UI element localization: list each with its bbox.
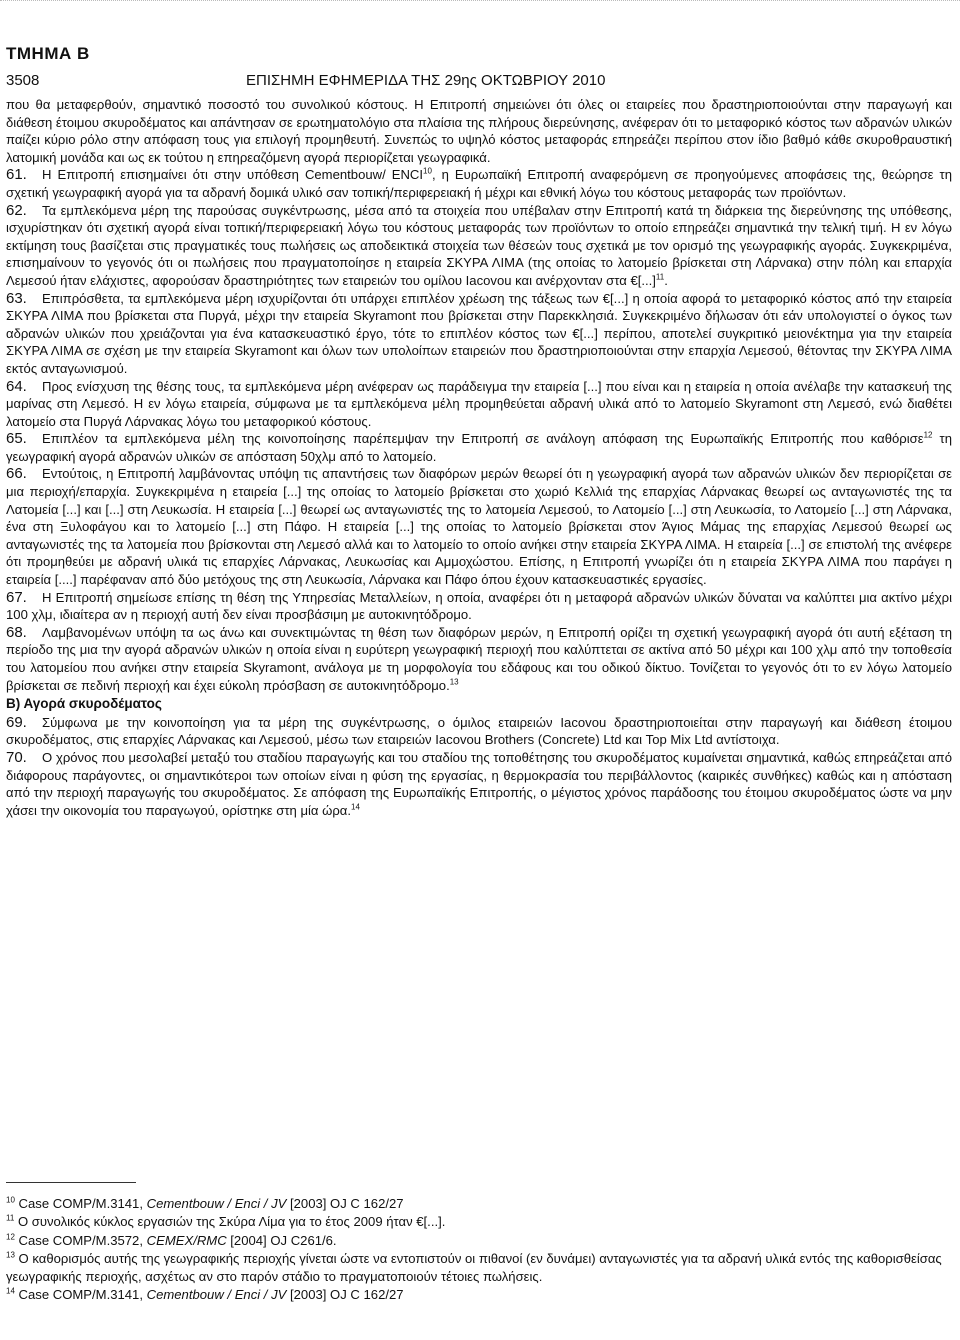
paragraph: [6, 378, 952, 431]
paragraph: [6, 166, 952, 201]
paragraph-number: 67.: [6, 588, 27, 606]
footnote-case-name: Cementbouw / Enci / JV: [146, 1287, 287, 1303]
paragraph: [6, 749, 952, 819]
footnote-rule: [6, 1182, 136, 1183]
footnote-number: 12: [6, 1232, 15, 1242]
footnote-number: 13: [6, 1250, 15, 1260]
footnote-case-name: CEMEX/RMC: [146, 1232, 227, 1248]
footnote-ref: 13: [449, 677, 459, 687]
section-label: ΤΜΗΜΑ Β: [6, 44, 90, 63]
footnotes: [6, 1182, 952, 1305]
footnote-ref: 10: [423, 167, 432, 177]
paragraph-text: Προς ενίσχυση της θέσης τους, τα εμπλεκόμενα μέρη ανέφεραν ως παράδειγμα την εταιρεία [...] που είναι και η εταιρεία η οποία ανέλαβε την κατασκευή της μαρίνας στη Λεμεσό. Η εν λόγω εταιρεία, σύμφωνα με τα εμπλεκόμενα μέλη προμηθεύεται αδρανή υλικά από το λατομείο Skyramont στη Λεμεσό, ενώ διαθέτει λατομείο στα Πυργά Λάρνακας λόγω του μεταφορικού κόστους.: [6, 378, 952, 429]
paragraph-text-tail: , η Ευρωπαϊκή Επιτροπή αναφερόμενη σε προηγούμενες αποφάσεις της, θεώρησε τη σχετική γεωγραφική αγορά για τα αδρανή δομικά υλικό σαν τοπική/περιφερειακή ή μέχρι και εθνική λόγω του κόστους μεταφοράς των προϊόντων.: [6, 167, 952, 200]
paragraphs-group-b: [6, 714, 952, 820]
footnote-text: Case COMP/M.3141,: [14, 1287, 147, 1303]
paragraph: [6, 290, 952, 378]
footnote-text: Case COMP/M.3141,: [14, 1196, 147, 1211]
footnote-citation: [2003] OJ C 162/27: [286, 1196, 404, 1211]
footnote: [6, 1286, 952, 1304]
paragraph-text: Εντούτοις, η Επιτροπή λαμβάνοντας υπόψη τις απαντήσεις των διαφόρων μερών θεωρεί ότι η γεωγραφική αγορά των αδρανών υλικών δεν περιορίζεται σε μια περιοχή/επαρχία. Συγκεκριμένα η εταιρεία [...] της οποίας το λατομείο βρίσκεται στο χωριό Κελλιά της επαρχίας Λάρνακας θεωρεί ως ανταγωνιστές της τα Λατομεία [...] και [...] στη Λευκωσία. Η εταιρεία [...] θεωρεί ως ανταγωνιστές της το λατομεία Λεμεσού, το Λατομείο [...] στη Λευκωσία, το Λατομείο [...] στη Λάρνακα, ένα στη Ξυλοφάγου και το λατομείο [...] στη Πάφο. Η εταιρεία [...] της οποίας το λατομείο βρίσκεται στον Άγιος Μάμας της επαρχίας Λεμεσού θεωρεί ως ανταγωνιστές της τα λατομεία που βρίσκονται στη Λεμεσό αλλά και το λατομείο το οποίο ανήκει στην εταιρεία ΣΚΥΡΑ ΛΙΜΑ. Η εταιρεία [...] σε επιστολή της ανέφερε ότι προμηθεύει με αδρανή υλικά τις επαρχίες Λάρνακας, Λευκωσίας και Αμμοχώστου. Επίσης, η Επιτροπή γνωρίζει ότι η εταιρεία ΣΚΥΡΑ ΛΙΜΑ που παράγει η εταιρεία [....] παρέφαναν από δύο μετόχους της στη Λευκωσία, Λάρνακα και Πάφο όπου έχουν κατασκευαστικές εργασίες.: [6, 466, 952, 588]
paragraph-number: 65.: [6, 430, 27, 448]
subheading: Β) Αγορά σκυροδέματος: [6, 696, 162, 712]
paragraph: [6, 465, 952, 588]
paragraph-text-tail: .: [664, 272, 668, 288]
paragraph: [6, 589, 952, 624]
paragraph-text: Επιπρόσθετα, τα εμπλεκόμενα μέρη ισχυρίζονται ότι υπάρχει επιπλέον χρέωση της τάξεως των €[...] η οποία αφορά το μεταφορικό κόστος από την εταιρεία ΣΚΥΡΑ ΛΙΜΑ που βρίσκεται στα Πυργά, μέχρι την εταιρεία Skyramont που βρίσκεται στην Παρεκκλησιά. Συγκεκριμένο δήλωσαν ότι εάν υπολογιστεί ο όγκος των αδρανών υλικών που χρειάζονται για ένα κατασκευαστικό έργο, τότε το επιπλέον κόστος των €[...] περίπου, αποτελεί συγκριτικό μειονέκτημα για την εταιρεία ΣΚΥΡΑ ΛΙΜΑ σε σχέση με την εταιρεία Skyramont και όλων των υπολοίπων εταιρειών που δραστηριοποιούνται στην επαρχία Λεμεσού, θέτοντας την ΣΚΥΡΑ ΛΙΜΑ εκτός ανταγωνισμού.: [6, 290, 952, 376]
paragraph: [6, 430, 952, 465]
intro-paragraph: που θα μεταφερθούν, σημαντικό ποσοστό του συνολικού κόστους. Η Επιτροπή σημειώνει ότι όλες οι εταιρείες που δραστηριοποιούνται στην παραγωγή και διάθεση έτοιμου σκυροδέματος και απάντησαν σε ερωτηματολόγιο στα πλαίσια της πλήρους διερεύνησης, ανέφεραν ότι το μεταφορικό κόστος των αδρανών υλικών παίζει κύριο ρόλο στην απόφαση τους για επιλογή προμηθευτή. Συνεπώς το υψηλό κόστος μεταφοράς επηρεάζει περίπου στον ίδιο βαθμό κάθε σκυροθραυστική λατομική μονάδα και ως εκ τούτου η επηρεαζόμενη αγορά περιορίζεται γεωγραφικά.: [6, 97, 952, 165]
footnote-text: Case COMP/M.3572,: [14, 1232, 147, 1248]
footnote-citation: [2003] OJ C 162/27: [286, 1287, 404, 1303]
paragraphs-group-a: [6, 166, 952, 694]
footnote-list: [6, 1195, 952, 1305]
footnote-ref: 12: [923, 430, 933, 440]
paragraph-number: 64.: [6, 377, 27, 395]
footnote-ref: 14: [351, 802, 360, 812]
page-number: 3508: [6, 72, 40, 89]
paragraph: [6, 714, 952, 749]
footnote-text: Ο καθορισμός αυτής της γεωγραφικής περιοχής γίνεται ώστε να εντοπιστούν οι πιθανοί (εν δυνάμει) ανταγωνιστές για τα αδρανή υλικά εντός της καθορισθείσας γεωγραφικής περιοχής, ασχέτως αν στο παρόν στάδιο το πραγματοποιούν τέτοιες πωλήσεις.: [6, 1250, 942, 1285]
paragraph-number: 68.: [6, 623, 27, 641]
paragraph-text-tail: τη γεωγραφική αγορά αδρανών υλικών σε απόσταση 50χλμ από το λατομείο.: [6, 431, 952, 464]
paragraph-text: Η Επιτροπή σημείωσε επίσης τη θέση της Υπηρεσίας Μεταλλείων, η οποία, αναφέρει ότι η μεταφορά αδρανών υλικών δύναται να καλύπτει μια ακτίνο μέχρι 100 χλμ, ιδιαίτερα αν η περιοχή αυτή δεν είναι προσβάσιμη με αυτοκινητόδρομο.: [6, 589, 952, 623]
paragraph-text: Τα εμπλεκόμενα μέρη της παρούσας συγκέντρωσης, μέσα από τα στοιχεία που υπέβαλαν στην Επιτροπή κατά τη διάρκεια της διερεύνησης της υπόθεσης, ισχυρίστηκαν ότι σχετική αγορά είναι τοπική/περιφερειακή λόγω του κόστους μεταφοράς των προϊόντων το οποίο επηρεάζει σημαντικά την τελική τιμή. Η εν λόγω εκτίμηση τους βασίζεται στις πραγματικές τους πωλήσεις ως αποδεικτικά στοιχεία των θέσεών τους σχετικά με τον ορισμό της γεωγραφικής αγοράς. Συγκεκριμένα, επισημαίνουν το γεγονός ότι οι πωλήσεις που πραγματοποίησε η εταιρεία ΣΚΥΡΑ ΛΙΜΑ (της οποίας το λατομείο βρίσκεται στη Λάρνακα) στην πόλη και επαρχία Λεμεσού ήταν ελάχιστες, αφορούσαν δραστηριότητες των εταιρειών του ομίλου Iacovou και ανέρχονταν στα €[...]: [6, 202, 952, 288]
paragraph-number: 61.: [6, 166, 27, 184]
scan-edge: [0, 0, 960, 7]
footnote-number: 10: [6, 1195, 15, 1205]
paragraph-number: 69.: [6, 713, 27, 731]
paragraph: [6, 624, 952, 694]
paragraph-text: Σύμφωνα με την κοινοποίηση για τα μέρη της συγκέντρωσης, ο όμιλος εταιρειών Iacovou δραστηριοποιείται στην παραγωγή και διάθεση έτοιμου σκυροδέματος, στις επαρχίες Λάρνακας και Λεμεσού, μέσω των εταιρειών Iacovou Brothers (Concrete) Ltd και Top Mix Ltd αντίστοιχα.: [6, 714, 952, 748]
footnote: [6, 1232, 952, 1250]
footnote: [6, 1195, 952, 1213]
paragraph-number: 70.: [6, 748, 27, 766]
paragraph-text: Λαμβανομένων υπόψη τα ως άνω και συνεκτιμώντας τη θέση των διαφόρων μερών, η Επιτροπή ορίζει τη σχετική γεωγραφική αγορά ότι αυτή εξέταση τη περίοδο της μια την αγορά αδρανών υλικών η οποία είναι η ευρύτερη γεωγραφική περιοχή που καλύπτεται σε ακτίνα από 50 μέχρι και 100 χλμ από την τοποθεσία του λατομείου που ανήκει στην εταιρεία Skyramont, ανάλογα με τη μορφολογία του εδάφους και του οδικού δίκτυο. Τονίζεται το γεγονός ότι το εν λόγω λατομείο βρίσκεται σε πεδινή περιοχή και έχει εύκολη πρόσβαση σε αυτοκινητόδρομο.: [6, 624, 952, 693]
paragraph-text: Επιπλέον τα εμπλεκόμενα μέλη της κοινοποίησης παρέπεμψαν την Επιτροπή σε ανάλογη απόφαση της Ευρωπαϊκής Επιτροπής που καθόρισε: [42, 431, 924, 447]
footnote: [6, 1213, 952, 1231]
paragraph-text: Η Επιτροπή επισημαίνει ότι στην υπόθεση Cementbouw/ ENCI: [42, 167, 424, 183]
footnote-citation: [2004] OJ C261/6.: [226, 1232, 337, 1248]
paragraph-text: Ο χρόνος που μεσολαβεί μεταξύ του σταδίου παραγωγής και του σταδίου της τοποθέτησης του σκυροδέματος κυμαίνεται σημαντικά, καθώς επηρεάζεται από διάφορους παράγοντες, οι σημαντικότεροι των οποίων είναι η φύση της εργασίας, η θερμοκρασία του περιβάλλοντος (καιρικές συνθήκες) καθώς και η απόσταση από την περιοχή παραγωγής του σκυροδέματος. Σε απόφαση της Ευρωπαϊκής Επιτροπής, ο μέγιστος χρόνος παράδοσης του έτοιμου σκυροδέματος ώστε να μην χάσει την οικονομία του παραγωγού, ορίστηκε στη μία ώρα.: [6, 749, 952, 818]
paragraph-number: 62.: [6, 201, 27, 219]
footnote-number: 11: [6, 1213, 15, 1223]
footnote: [6, 1250, 952, 1287]
footnote-case-name: Cementbouw / Enci / JV: [146, 1196, 287, 1211]
paragraph: [6, 202, 952, 290]
footnote-text: Ο συνολικός κύκλος εργασιών της Σκύρα Λίμα για το έτος 2009 ήταν €[...].: [14, 1214, 446, 1230]
body-text: [6, 96, 952, 819]
paragraph-number: 66.: [6, 465, 27, 483]
journal-title: ΕΠΙΣΗΜΗ ΕΦΗΜΕΡΙΔΑ ΤΗΣ 29ης ΟΚΤΩΒΡΙΟΥ 2010: [246, 72, 606, 89]
footnote-number: 14: [6, 1287, 15, 1297]
paragraph-number: 63.: [6, 289, 27, 307]
footnote-ref: 11: [655, 272, 665, 282]
